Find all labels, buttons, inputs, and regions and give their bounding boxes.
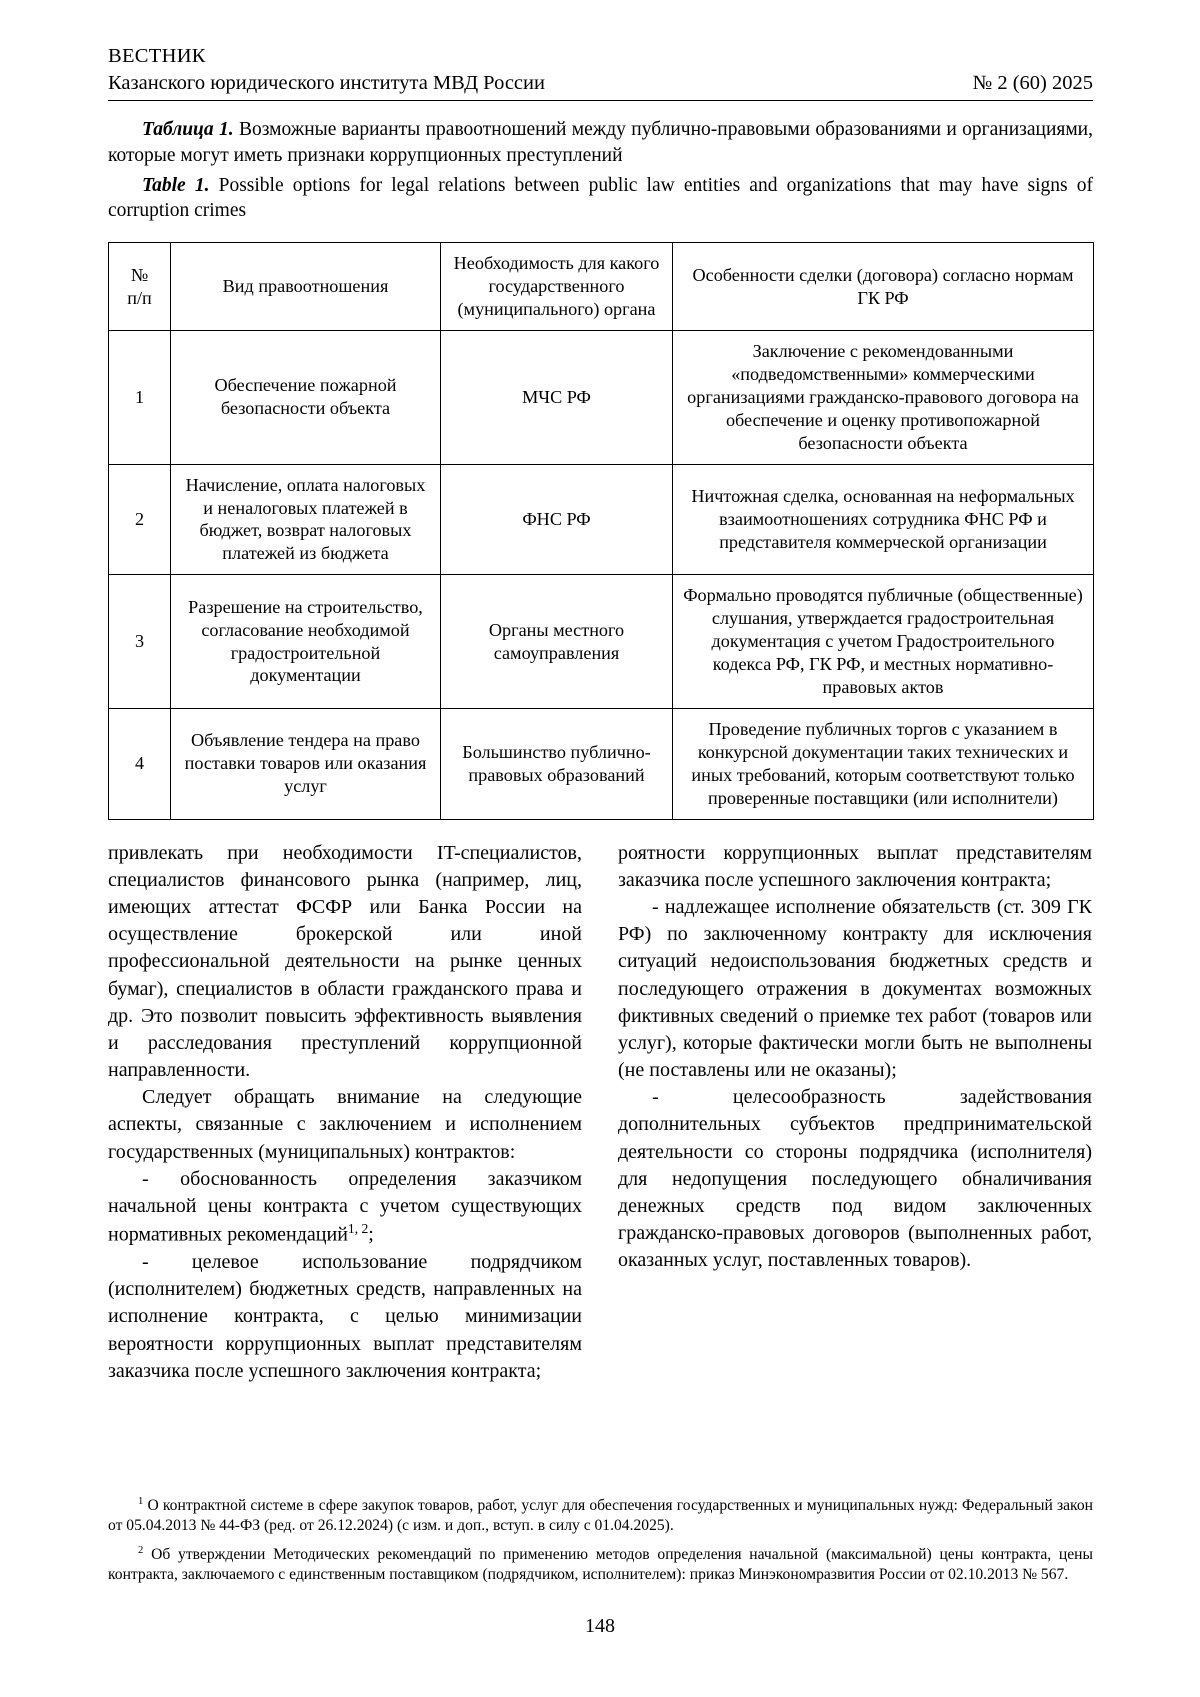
cell-spec: Заключение с рекомендованными «подведомственными» коммерческими организациями гражданско-правового договора на обеспечение и оценку противопожарной безопасности объекта bbox=[673, 330, 1094, 464]
table-row bbox=[109, 464, 1094, 575]
journal-name: ВЕСТНИК bbox=[108, 45, 206, 67]
paragraph-bullet-subjects: - целесообразность задействования дополнительных субъектов предпринимательской деятельности со стороны подрядчика (исполнителя) для недопущения последующего обналичивания денежных средств под видом заключенных гражданско-правовых договоров (выполненных работ, оказанных услуг, поставленных товаров). bbox=[618, 1086, 1092, 1272]
institute-name: Казанского юридического института МВД России bbox=[108, 71, 545, 94]
table-row bbox=[109, 575, 1094, 709]
cell-kind: Начисление, оплата налоговых и неналоговых платежей в бюджет, возврат налоговых платежей из бюджета bbox=[171, 464, 441, 575]
table-header-number-line1: № bbox=[130, 264, 149, 285]
table-caption-en bbox=[108, 173, 1093, 224]
paragraph-aspects-intro: Следует обращать внимание на следующие аспекты, связанные с заключением и исполнением государственных (муниципальных) контрактов: bbox=[108, 1086, 582, 1163]
cell-number: 4 bbox=[109, 708, 171, 819]
column-right bbox=[618, 840, 1092, 1385]
footnote-2-text: Об утверждении Методических рекомендаций по применению методов определения начальной (максимальной) цены контракта, цены контракта, заключаемого с единственным поставщиком (подрядчиком, исполнителем): приказ Минэкономразвития России от 02.10.2013 № 567. bbox=[108, 1546, 1094, 1584]
paragraph-bullet-funds: - целевое использование подрядчиком (исполнителем) бюджетных средств, направленных на исполнение контракта, с целью минимизации вероятности коррупционных выплат представителям заказчика после успешного заключения контракта; bbox=[108, 1251, 582, 1382]
table-header-organ: Необходимость для какого государственного (муниципального) органа bbox=[441, 243, 673, 331]
running-head bbox=[108, 44, 1093, 101]
page-content bbox=[108, 44, 1093, 1385]
paragraph-bullet-price bbox=[108, 1166, 582, 1249]
issue-number: № 2 (60) 2025 bbox=[972, 71, 1093, 94]
footnote-mark-1: 1 bbox=[138, 1496, 144, 1507]
table-header-number-line2: п/п bbox=[127, 287, 152, 308]
cell-number: 1 bbox=[109, 330, 171, 464]
column-left bbox=[108, 840, 582, 1385]
bullet-price-tail: ; bbox=[368, 1223, 374, 1246]
relations-table bbox=[108, 242, 1094, 819]
table-header-row bbox=[109, 243, 1094, 331]
cell-organ: Органы местного самоуправления bbox=[441, 575, 673, 709]
table-header-number bbox=[109, 243, 171, 331]
table-row bbox=[109, 330, 1094, 464]
table-header-kind: Вид правоотношения bbox=[171, 243, 441, 331]
page-number: 148 bbox=[585, 1615, 615, 1637]
paragraph-bullet-obligations: - надлежащее исполнение обязательств (ст. 309 ГК РФ) по заключенному контракту для исключения ситуаций недоиспользования бюджетных средств и последующего отражения в документах возможных фиктивных сведений о приемке тех работ (товаров или услуг), которые фактически могли быть не выполнены (не поставлены или не оказаны); bbox=[618, 895, 1092, 1082]
table-caption-ru-label: Таблица 1. bbox=[142, 119, 234, 141]
table-row bbox=[109, 708, 1094, 819]
footnote-mark-2: 2 bbox=[138, 1545, 144, 1557]
cell-organ: ФНС РФ bbox=[441, 464, 673, 575]
table-caption-en-label: Table 1. bbox=[142, 174, 210, 196]
footnote-2 bbox=[108, 1544, 1093, 1585]
cell-organ: МЧС РФ bbox=[441, 330, 673, 464]
cell-number: 2 bbox=[109, 464, 171, 575]
table-caption-en-text: Possible options for legal relations between public law entities and organizations that may have signs of corruption crimes bbox=[108, 174, 1093, 222]
body-columns bbox=[108, 840, 1093, 1385]
table-caption-ru-text: Возможные варианты правоотношений между публично-правовыми образованиями и организациями, которые могут иметь признаки коррупционных преступлений bbox=[108, 119, 1093, 166]
footnote-1 bbox=[108, 1495, 1093, 1536]
footnote-ref-1-2: 1, 2 bbox=[347, 1221, 369, 1237]
cell-spec: Проведение публичных торгов с указанием в конкурсной документации таких технических и иных требований, которым соответствуют только проверенные поставщики (или исполнители) bbox=[673, 708, 1094, 819]
header-divider bbox=[108, 100, 1093, 101]
cell-number: 3 bbox=[109, 575, 171, 709]
table-header-spec: Особенности сделки (договора) согласно нормам ГК РФ bbox=[673, 243, 1094, 331]
cell-kind: Объявление тендера на право поставки товаров или оказания услуг bbox=[171, 708, 441, 819]
table-caption-ru bbox=[108, 117, 1093, 168]
cell-kind: Разрешение на строительство, согласование необходимой градостроительной документации bbox=[171, 575, 441, 709]
footnotes-block bbox=[108, 1495, 1093, 1593]
paragraph-continuation: привлекать при необходимости IT-специалистов, специалистов финансового рынка (например, лиц, имеющих аттестат ФСФР или Банка России на осуществление брокерской или иной профессиональной деятельности на рынке ценных бумаг), специалистов в области гражданского права и др. Это позволит повысить эффективность выявления и расследования преступлений коррупционной направленности. bbox=[108, 841, 582, 1082]
cell-organ: Большинство публично-правовых образований bbox=[441, 708, 673, 819]
cell-spec: Формально проводятся публичные (общественные) слушания, утверждается градостроительная документация с учетом Градостроительного кодекса РФ, ГК РФ, и местных нормативно-правовых актов bbox=[673, 575, 1094, 709]
paragraph-continuation-right: роятности коррупционных выплат представителям заказчика после успешного заключения контракта; bbox=[618, 841, 1092, 891]
cell-kind: Обеспечение пожарной безопасности объекта bbox=[171, 330, 441, 464]
footnote-1-text: О контрактной системе в сфере закупок товаров, работ, услуг для обеспечения государственных и муниципальных нужд: Федеральный закон от 05.04.2013 № 44-ФЗ (ред. от 26.12.2024) (с изм. и доп., вступ. в силу с 01.04.2025). bbox=[108, 1497, 1093, 1535]
cell-spec: Ничтожная сделка, основанная на неформальных взаимоотношениях сотрудника ФНС РФ и представителя коммерческой организации bbox=[673, 464, 1094, 575]
bullet-price-text: - обоснованность определения заказчиком начальной цены контракта с учетом существующих нормативных рекомендаций bbox=[108, 1167, 582, 1246]
